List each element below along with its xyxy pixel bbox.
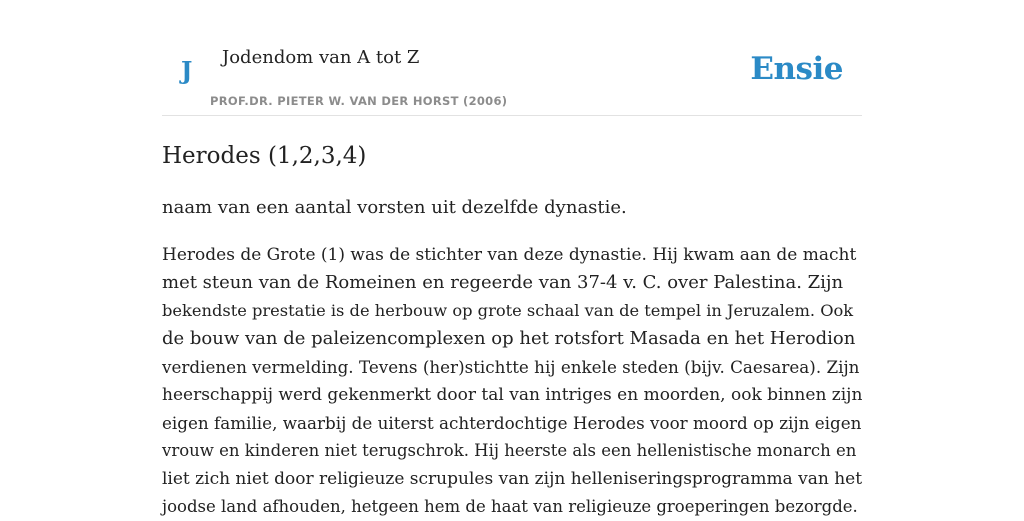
- article: [162, 142, 862, 521]
- ensie-logo[interactable]: Ensie: [750, 51, 843, 87]
- article-intro: naam van een aantal vorsten uit dezelfde dynastie.: [162, 197, 627, 218]
- body-line: Herodes de Grote (1) was de stichter van deze dynastie. Hij kwam aan de macht: [162, 245, 857, 265]
- body-line: de bouw van de paleizencomplexen op het rotsfort Masada en het Herodion: [162, 328, 856, 349]
- body-line: verdienen vermelding. Tevens (her)stichtte hij enkele steden (bijv. Caesarea). Zijn: [162, 357, 860, 377]
- book-header: [162, 0, 862, 116]
- book-author: PROF.DR. PIETER W. VAN DER HORST (2006): [210, 94, 508, 108]
- body-line: eigen familie, waarbij de uiterst achterdochtige Herodes voor moord op zijn eigen: [162, 413, 862, 433]
- body-line: joodse land afhouden, hetgeen hem de haat van religieuze groeperingen bezorgde.: [162, 497, 858, 516]
- article-title: Herodes (1,2,3,4): [162, 143, 367, 169]
- article-body: [162, 241, 862, 521]
- book-logo[interactable]: J: [181, 56, 193, 85]
- page-container: [162, 0, 862, 521]
- body-line: heerschappij werd gekenmerkt door tal van intriges en moorden, ook binnen zijn: [162, 385, 863, 405]
- body-line: liet zich niet door religieuze scrupules van zijn helleniseringsprogramma van het: [162, 469, 863, 489]
- body-line: met steun van de Romeinen en regeerde van 37-4 v. C. over Palestina. Zijn: [162, 272, 844, 293]
- book-title[interactable]: Jodendom van A tot Z: [222, 47, 420, 68]
- body-line: vrouw en kinderen niet terugschrok. Hij heerste als een hellenistische monarch en: [162, 441, 857, 460]
- body-line: bekendste prestatie is de herbouw op grote schaal van de tempel in Jeruzalem. Ook: [162, 301, 854, 320]
